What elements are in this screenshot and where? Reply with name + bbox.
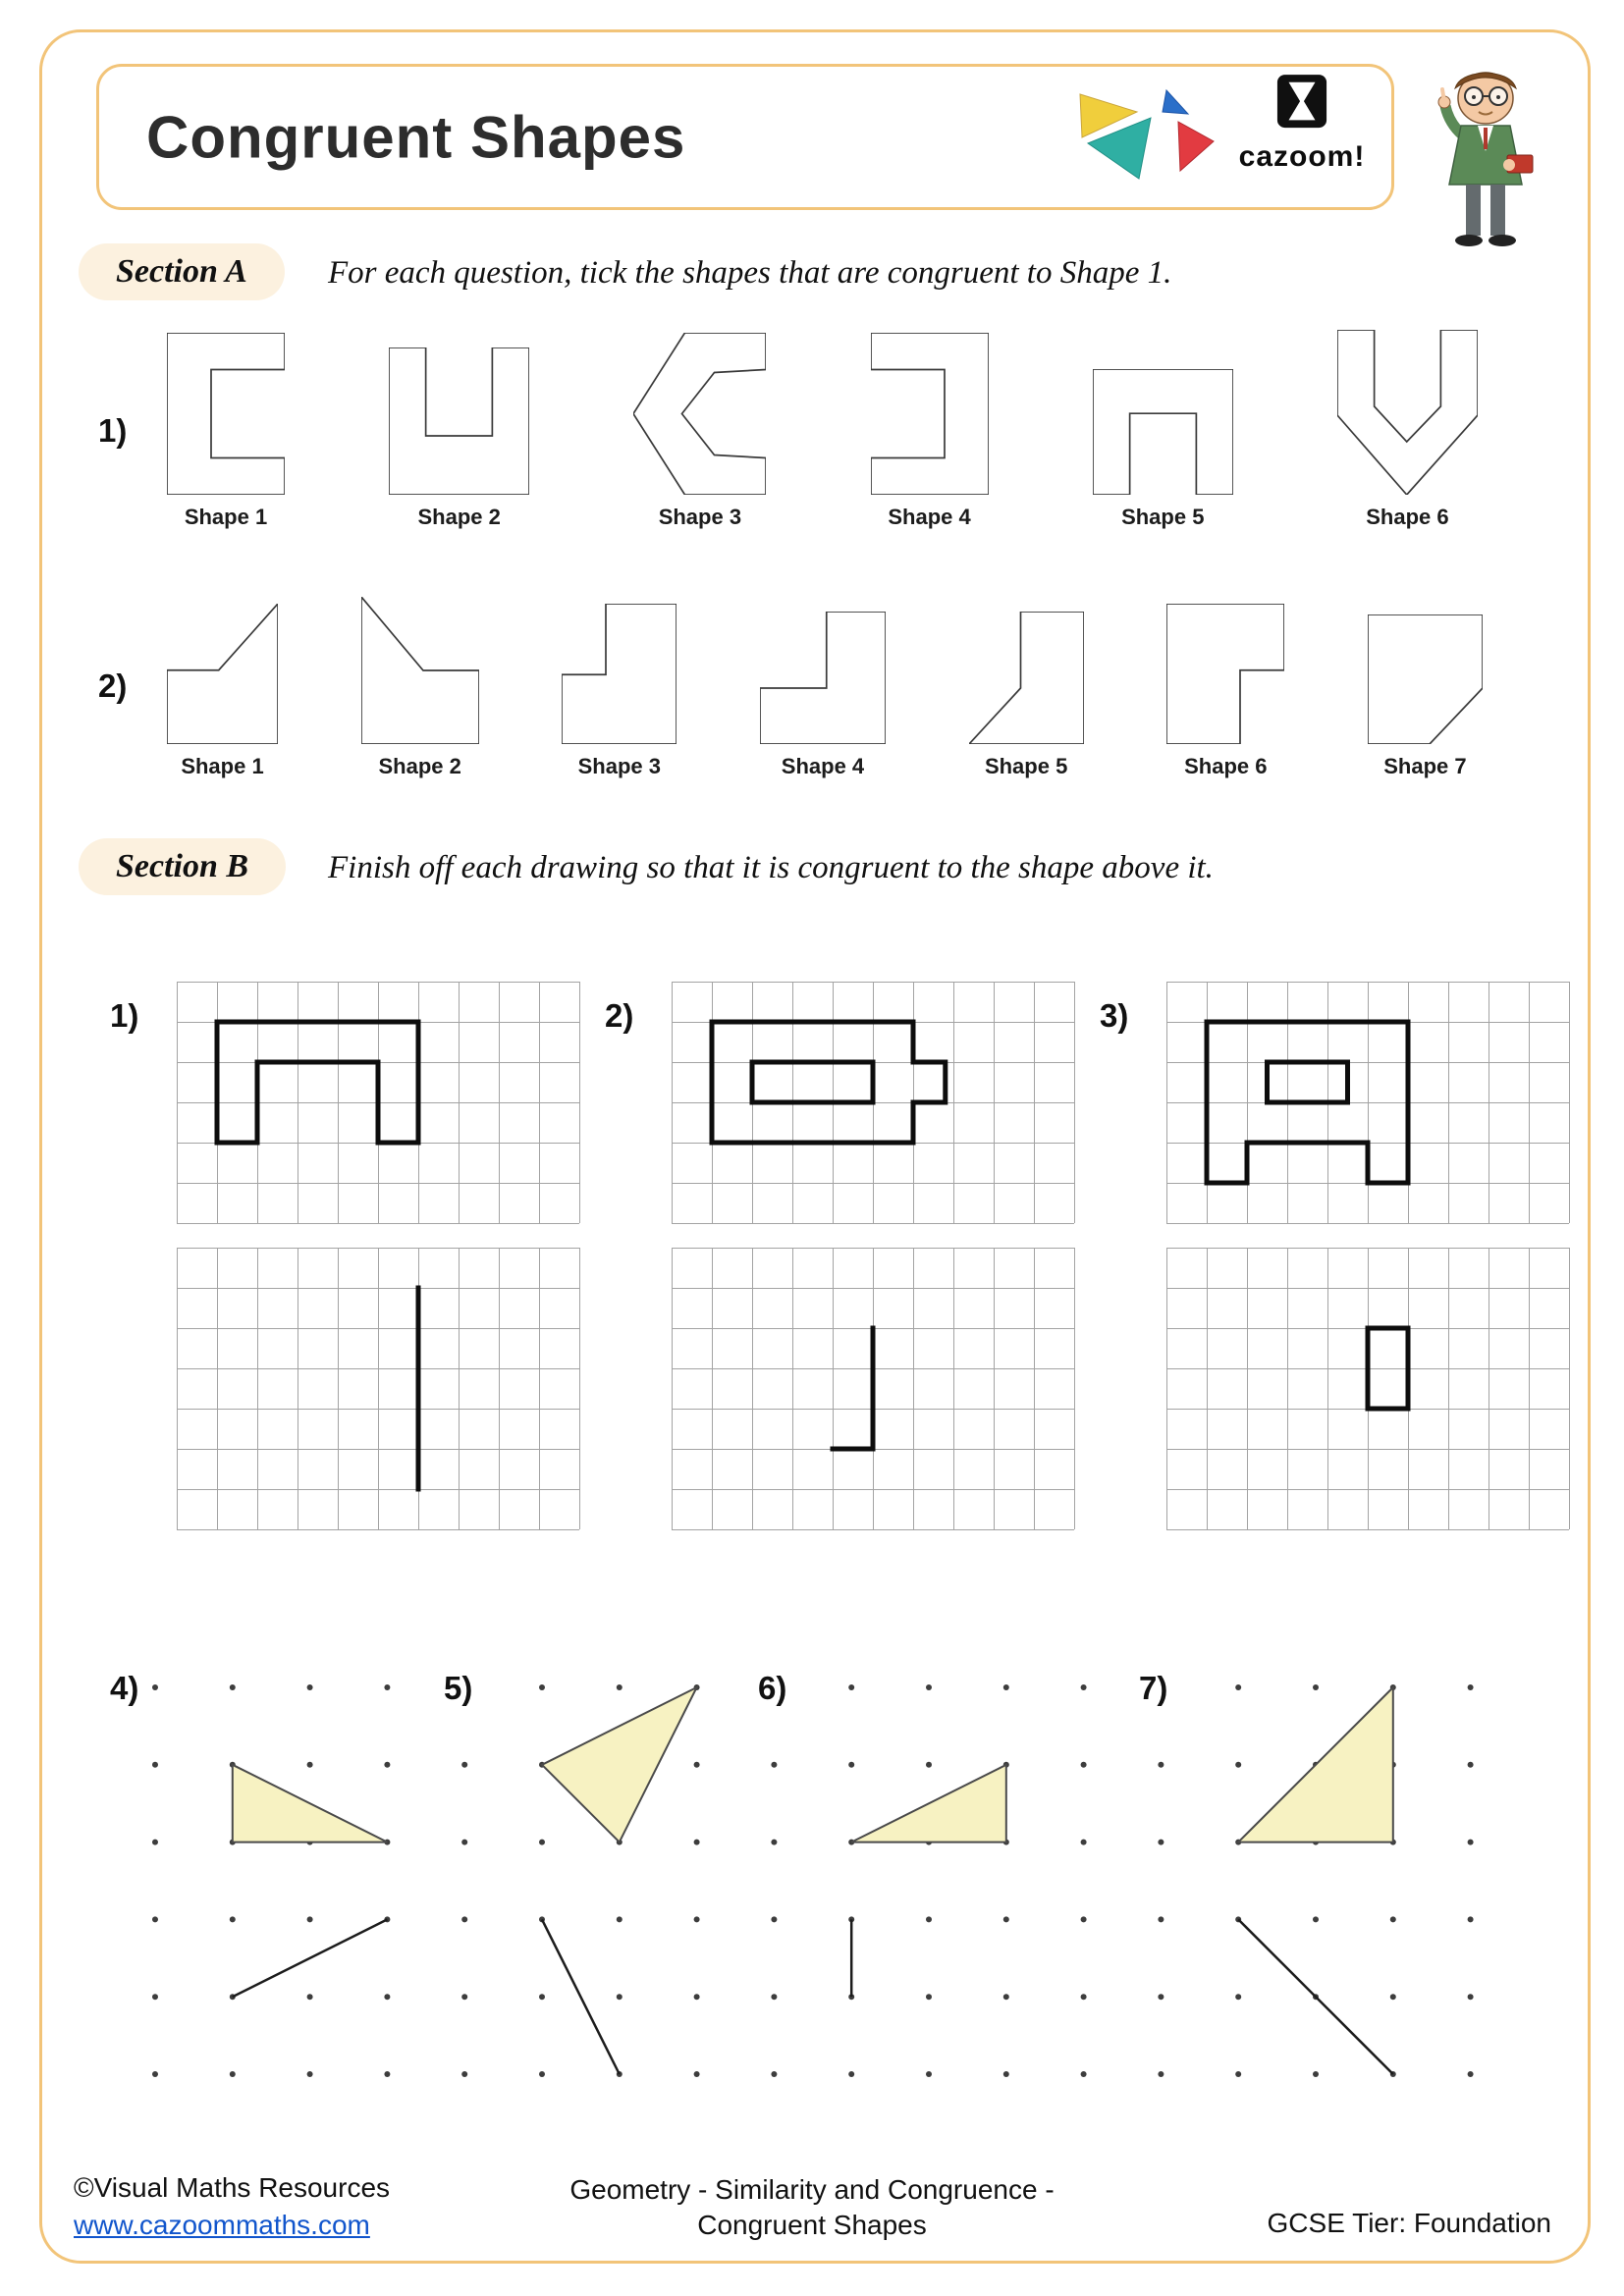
shape-figure [760, 612, 886, 744]
footer-topic-line2: Congruent Shapes [697, 2210, 927, 2240]
footer-tier: GCSE Tier: Foundation [1267, 2208, 1551, 2238]
shape-option[interactable] [167, 333, 285, 530]
shape-figure [167, 333, 285, 495]
grid-1-model-shape [177, 982, 580, 1224]
shape-figure [361, 597, 479, 744]
footer-topic-line1: Geometry - Similarity and Congruence - [569, 2174, 1055, 2205]
shape-option-label: Shape 6 [1184, 754, 1268, 778]
dot-question-7-number: 7) [1139, 1670, 1168, 1706]
teacher-legs [1466, 185, 1481, 236]
shape-figure [1337, 330, 1478, 495]
shape-option[interactable] [871, 333, 989, 530]
shape-option-label: Shape 2 [417, 505, 501, 529]
shape-option-label: Shape 3 [658, 505, 742, 529]
shape-option-label: Shape 1 [181, 754, 264, 778]
shape-figure [1166, 604, 1284, 744]
shape-option-label: Shape 1 [184, 505, 268, 529]
question-1-number: 1) [98, 412, 128, 449]
grid-question-1-number: 1) [110, 997, 139, 1034]
shape-figure [1368, 614, 1483, 744]
shape-option[interactable] [389, 347, 529, 530]
shape-option[interactable] [969, 612, 1084, 779]
question-2-shapes [167, 599, 1483, 779]
cazoom-logo-text: cazoom! [1238, 140, 1366, 173]
dot-question-5-number: 5) [444, 1670, 473, 1706]
grid-question-3-number: 3) [1100, 997, 1129, 1034]
shape-figure [969, 612, 1084, 744]
shape-option-label: Shape 2 [378, 754, 461, 778]
dot-grid-answer-area[interactable] [137, 1659, 1492, 2091]
shape-figure [167, 604, 278, 744]
teacher-illustration [1412, 55, 1559, 266]
question-2-number: 2) [98, 667, 128, 704]
shape-figure [871, 333, 989, 495]
shape-figure [633, 333, 766, 495]
grid-3-answer-area[interactable] [1166, 1248, 1570, 1530]
section-a-label [79, 243, 285, 300]
header [96, 64, 1394, 210]
section-b-instruction: Finish off each drawing so that it is congruent to the shape above it. [328, 850, 1214, 885]
shape-option[interactable] [562, 604, 677, 779]
section-b-label-text: Section B [116, 848, 249, 884]
dot-question-6-number: 6) [758, 1670, 787, 1706]
shape-option[interactable] [1166, 604, 1284, 779]
grid-3-model-shape [1166, 982, 1570, 1224]
website-link[interactable]: www.cazoommaths.com [74, 2210, 370, 2240]
section-a-label-text: Section A [116, 253, 247, 290]
shape-option[interactable] [633, 333, 766, 530]
shape-option[interactable] [167, 604, 278, 779]
logo-triangle-blue [1163, 90, 1188, 114]
cazoom-logo [1236, 73, 1368, 174]
dot-question-4-number: 4) [110, 1670, 139, 1706]
shape-option-label: Shape 4 [888, 505, 971, 529]
shape-figure [389, 347, 529, 495]
shape-option[interactable] [1337, 330, 1478, 530]
logo-triangle-red [1178, 122, 1214, 171]
grid-1-answer-area[interactable] [177, 1248, 580, 1530]
shape-figure [562, 604, 677, 744]
shape-option-label: Shape 7 [1383, 754, 1467, 778]
grid-question-2-number: 2) [605, 997, 634, 1034]
shape-figure [1093, 369, 1233, 495]
question-1-shapes [167, 332, 1478, 530]
shape-option-label: Shape 3 [577, 754, 661, 778]
grid-2-answer-area[interactable] [672, 1248, 1075, 1530]
cazoom-triangles-logo [1076, 82, 1223, 190]
shape-option[interactable] [760, 612, 886, 779]
shape-option-label: Shape 4 [781, 754, 865, 778]
shape-option[interactable] [1368, 614, 1483, 779]
shape-option[interactable] [1093, 369, 1233, 530]
shape-option-label: Shape 6 [1366, 505, 1449, 529]
section-b-label [79, 838, 286, 895]
page-title: Congruent Shapes [146, 104, 686, 170]
grid-2-model-shape [672, 982, 1075, 1224]
cazoom-logo-icon [1275, 73, 1328, 133]
shape-option-label: Shape 5 [1121, 505, 1205, 529]
section-a-instruction: For each question, tick the shapes that are congruent to Shape 1. [328, 255, 1172, 291]
copyright-text: ©Visual Maths Resources [74, 2172, 391, 2203]
shape-option[interactable] [361, 597, 479, 779]
shape-option-label: Shape 5 [984, 754, 1068, 778]
